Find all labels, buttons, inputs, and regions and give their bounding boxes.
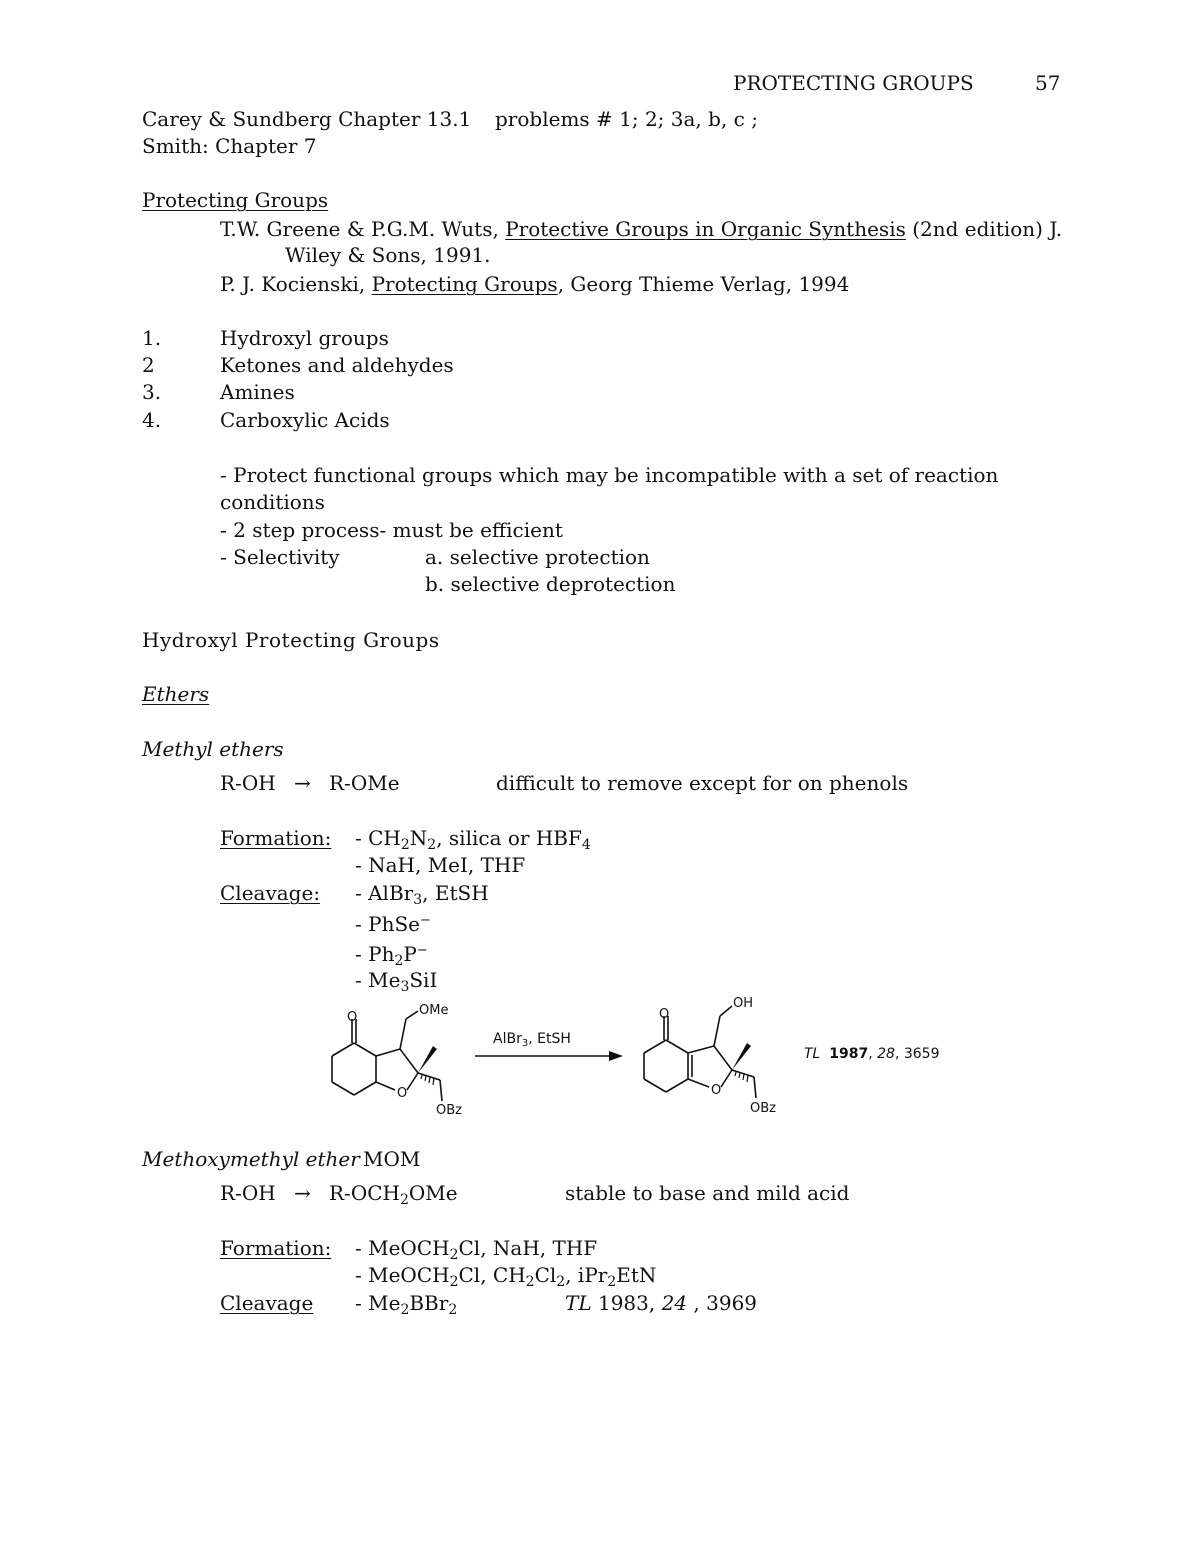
reagent-text: - MeOCH (355, 1263, 450, 1287)
mom-cleavage-label: Cleavage (220, 1291, 314, 1315)
note-protect: - Protect functional groups which may be incompatible with a set of reaction (220, 463, 999, 487)
right-arrow-icon: → (294, 771, 311, 795)
product-text: R-OCH (329, 1181, 400, 1205)
ref1-edition: (2nd edition) J. (905, 217, 1063, 241)
reference-greene-wuts-continued: Wiley & Sons, 1991. (285, 243, 491, 267)
ref2-book-title: Protecting Groups (371, 272, 558, 296)
methyl-cleavage-label: Cleavage: (220, 881, 321, 905)
product-text: OMe (408, 1181, 458, 1205)
methyl-product: R-OMe (329, 771, 400, 795)
reagent-text: EtN (616, 1263, 657, 1287)
reading-carey-sundberg: Carey & Sundberg Chapter 13.1 (142, 107, 472, 131)
sm-ring-oxygen-label: O (397, 1086, 408, 1101)
subscript: 2 (400, 837, 410, 853)
mom-note: stable to base and mild acid (565, 1181, 850, 1205)
reagent-text: - PhSe (355, 912, 420, 936)
mom-cleavage-citation (565, 1291, 757, 1315)
sm-oxo-label: O (347, 1010, 358, 1025)
list-item-label: Ketones and aldehydes (220, 353, 454, 377)
product-structure (630, 990, 790, 1120)
subheading-methyl-ethers: Methyl ethers (142, 737, 284, 761)
mom-formation-label: Formation: (220, 1236, 332, 1260)
subscript: 2 (394, 953, 404, 969)
list-item-number: 1. (142, 326, 162, 350)
methyl-formation-2: - NaH, MeI, THF (355, 853, 526, 877)
mom-abbreviation: MOM (363, 1147, 421, 1171)
list-item-label: Amines (220, 380, 295, 404)
list-item-number: 2 (142, 353, 155, 377)
list-item-number: 4. (142, 408, 162, 432)
methyl-reactant: R-OH (220, 771, 276, 795)
list-item-label: Hydroxyl groups (220, 326, 389, 350)
ref2-publisher: , Georg Thieme Verlag, 1994 (557, 272, 850, 296)
reference-greene-wuts (220, 217, 1062, 241)
superscript: − (416, 943, 428, 958)
reagent-text: - Me (355, 968, 401, 992)
section-heading-protecting-groups: Protecting Groups (142, 188, 329, 212)
methyl-note: difficult to remove except for on phenols (496, 771, 909, 795)
reagent-text: Cl (534, 1263, 557, 1287)
note-selective-deprotection: b. selective deprotection (425, 572, 676, 596)
citation-page: , 3969 (687, 1291, 758, 1315)
subheading-methoxymethyl-ether: Methoxymethyl ether (142, 1147, 360, 1171)
note-selective-protection: a. selective protection (425, 545, 650, 569)
methyl-cleavage-2 (355, 909, 431, 936)
list-item-label: Carboxylic Acids (220, 408, 390, 432)
reagent-text: AlBr (493, 1031, 522, 1047)
page-number: 57 (1035, 71, 1061, 95)
reagent-text: Cl, CH (458, 1263, 526, 1287)
reagent-text: , EtSH (422, 881, 489, 905)
subheading-ethers: Ethers (142, 682, 210, 706)
reagent-text: BBr (409, 1291, 449, 1315)
reagent-text: - CH (355, 826, 401, 850)
methyl-cleavage-1 (355, 881, 489, 912)
subscript: 2 (399, 1192, 409, 1208)
citation-journal: TL (565, 1291, 592, 1315)
sm-benzoate-label: OBz (436, 1103, 462, 1118)
running-header-title: PROTECTING GROUPS (733, 71, 974, 95)
reagent-text: - AlBr (355, 881, 414, 905)
reagent-text: Cl, NaH, THF (458, 1236, 598, 1260)
reagent-text: P (403, 942, 417, 966)
citation-volume: 28 (877, 1046, 895, 1062)
reagent-text: SiI (409, 968, 438, 992)
reagent-text: , EtSH (528, 1031, 571, 1047)
note-two-step: - 2 step process- must be efficient (220, 518, 563, 542)
reference-kocienski (220, 272, 849, 296)
reagent-text: - MeOCH (355, 1236, 450, 1260)
pr-hydroxy-label: OH (733, 996, 754, 1011)
mom-reactant: R-OH (220, 1181, 276, 1205)
scheme-citation: TL 1987, 28, 3659 (804, 1046, 940, 1062)
mom-product (329, 1181, 458, 1212)
pr-ring-oxygen-label: O (711, 1083, 722, 1098)
reagent-text: N (409, 826, 428, 850)
ref2-authors: P. J. Kocienski, (220, 272, 372, 296)
section-heading-hydroxyl: Hydroxyl Protecting Groups (142, 628, 440, 652)
reaction-arrow-icon (475, 1050, 625, 1062)
subscript: 2 (556, 1274, 566, 1290)
mom-formation-2 (355, 1263, 656, 1294)
pr-oxo-label: O (659, 1007, 670, 1022)
subscript: 4 (581, 837, 591, 853)
subscript: 2 (400, 1302, 410, 1318)
superscript: − (420, 913, 431, 928)
reagent-text: , iPr (565, 1263, 608, 1287)
starting-material-structure (318, 995, 478, 1125)
reading-smith: Smith: Chapter 7 (142, 134, 317, 158)
right-arrow-icon: → (294, 1181, 311, 1205)
subscript: 3 (413, 892, 423, 908)
subscript: 2 (427, 837, 437, 853)
methyl-formation-label: Formation: (220, 826, 332, 850)
ref1-authors: T.W. Greene & P.G.M. Wuts, (220, 217, 506, 241)
reagent-text: , silica or HBF (436, 826, 582, 850)
citation-page: , 3659 (894, 1046, 940, 1062)
subscript: 3 (521, 1038, 529, 1049)
reading-problems: problems # 1; 2; 3a, b, c ; (495, 107, 758, 131)
citation-year: 1983, (591, 1291, 662, 1315)
citation-volume: 24 (661, 1291, 688, 1315)
reagent-text: - Ph (355, 942, 395, 966)
note-selectivity: - Selectivity (220, 545, 340, 569)
reagent-text: - Me (355, 1291, 401, 1315)
ref1-book-title: Protective Groups in Organic Synthesis (505, 217, 906, 241)
pr-benzoate-label: OBz (750, 1101, 776, 1116)
subscript: 2 (448, 1302, 458, 1318)
list-item-number: 3. (142, 380, 162, 404)
citation-journal: TL (804, 1046, 821, 1062)
mom-cleavage-1 (355, 1291, 457, 1322)
subscript: 3 (400, 979, 410, 995)
sm-methoxy-label: OMe (419, 1003, 449, 1018)
subscript: 2 (449, 1247, 459, 1263)
subscript: 2 (607, 1274, 617, 1290)
note-protect-continued: conditions (220, 490, 325, 514)
subscript: 2 (525, 1274, 535, 1290)
subscript: 2 (449, 1274, 459, 1290)
citation-year: 1987 (829, 1046, 869, 1062)
